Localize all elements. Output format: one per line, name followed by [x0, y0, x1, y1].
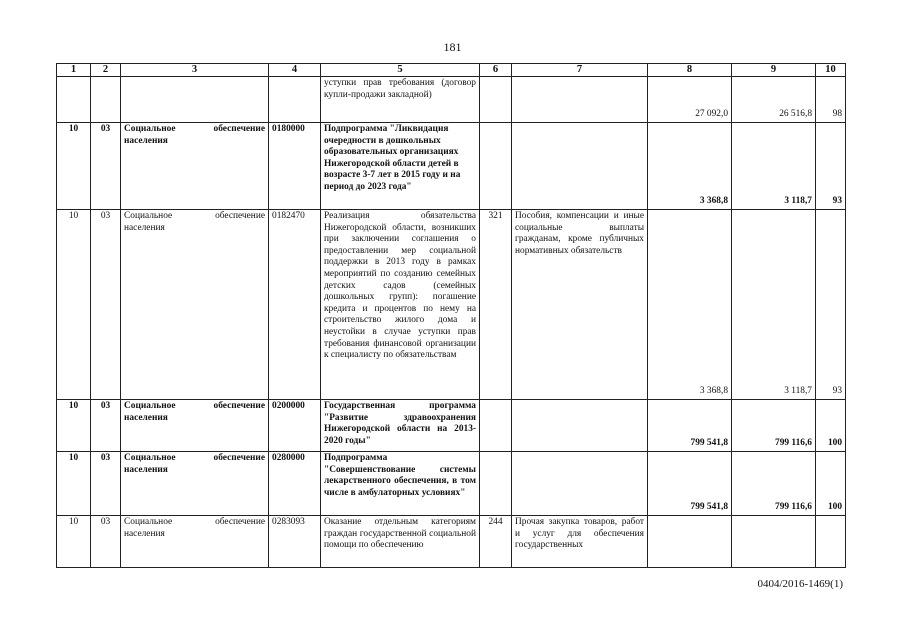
section-cell: [57, 77, 91, 123]
target-code-cell: 0280000: [269, 452, 321, 516]
subsection-cell: 03: [91, 123, 121, 210]
column-header: 9: [732, 64, 816, 77]
expense-type-name-cell: [512, 400, 648, 452]
section-name-cell: Социальное обеспечение населения: [121, 400, 269, 452]
subsection-cell: 03: [91, 516, 121, 568]
planned-amount-cell: [648, 516, 732, 568]
table-row: [57, 516, 846, 568]
subsection-cell: 03: [91, 210, 121, 400]
expense-type-name-cell: Пособия, компенсации и иные социальные выплаты гражданам, кроме публичных нормативных обязательств: [512, 210, 648, 400]
section-cell: 10: [57, 452, 91, 516]
section-cell: 10: [57, 516, 91, 568]
header-row: [57, 64, 846, 77]
section-name-cell: [121, 77, 269, 123]
section-name-cell: Социальное обеспечение населения: [121, 452, 269, 516]
table-row: [57, 77, 846, 123]
executed-amount-cell: 3 118,7: [732, 210, 816, 400]
item-name-cell: уступки прав требования (договор купли-продажи закладной): [321, 77, 480, 123]
executed-amount-cell: 799 116,6: [732, 452, 816, 516]
budget-table: [56, 63, 846, 568]
table-row: [57, 210, 846, 400]
target-code-cell: 0200000: [269, 400, 321, 452]
column-header: 7: [512, 64, 648, 77]
table-row: [57, 452, 846, 516]
subsection-cell: [91, 77, 121, 123]
item-name-cell: Подпрограмма "Совершенствование системы лекарственного обеспечения, в том числе в амбулаторных условиях": [321, 452, 480, 516]
column-header: 2: [91, 64, 121, 77]
executed-amount-cell: 3 118,7: [732, 123, 816, 210]
column-header: 8: [648, 64, 732, 77]
table-row: [57, 123, 846, 210]
expense-type-cell: 244: [480, 516, 512, 568]
page-number: 181: [443, 40, 462, 54]
target-code-cell: 0182470: [269, 210, 321, 400]
column-header: 5: [321, 64, 480, 77]
section-cell: 10: [57, 400, 91, 452]
column-header: 1: [57, 64, 91, 77]
subsection-cell: 03: [91, 452, 121, 516]
percent-cell: 93: [816, 210, 846, 400]
percent-cell: 93: [816, 123, 846, 210]
section-name-cell: Социальное обеспечение населения: [121, 123, 269, 210]
expense-type-name-cell: [512, 77, 648, 123]
expense-type-cell: [480, 77, 512, 123]
column-header: 6: [480, 64, 512, 77]
expense-type-cell: [480, 452, 512, 516]
section-cell: 10: [57, 210, 91, 400]
column-header: 3: [121, 64, 269, 77]
planned-amount-cell: 799 541,8: [648, 400, 732, 452]
target-code-cell: [269, 77, 321, 123]
expense-type-cell: [480, 123, 512, 210]
expense-type-cell: 321: [480, 210, 512, 400]
section-cell: 10: [57, 123, 91, 210]
executed-amount-cell: [732, 516, 816, 568]
percent-cell: [816, 516, 846, 568]
target-code-cell: 0180000: [269, 123, 321, 210]
table-row: [57, 400, 846, 452]
target-code-cell: 0283093: [269, 516, 321, 568]
planned-amount-cell: 799 541,8: [648, 452, 732, 516]
section-name-cell: Социальное обеспечение населения: [121, 516, 269, 568]
expense-type-name-cell: [512, 123, 648, 210]
percent-cell: 98: [816, 77, 846, 123]
section-name-cell: Социальное обеспечение населения: [121, 210, 269, 400]
executed-amount-cell: 799 116,6: [732, 400, 816, 452]
subsection-cell: 03: [91, 400, 121, 452]
column-header: 4: [269, 64, 321, 77]
executed-amount-cell: 26 516,8: [732, 77, 816, 123]
item-name-cell: Реализация обязательства Нижегородской области, возникших при заключении соглашения о предоставлении мер социальной поддержки в 2013 году в рамках мероприятий по созданию семейных детских садов (семейных дошкольных групп): погашение кредита и процентов по нему на строительство жилого дома и неустойки в случае уступки прав требования финансовой организации к специалисту по обязательствам: [321, 210, 480, 400]
item-name-cell: Оказание отдельным категориям граждан государственной социальной помощи по обеспечению: [321, 516, 480, 568]
item-name-cell: Государственная программа "Развитие здравоохранения Нижегородской области на 2013-2020 годы": [321, 400, 480, 452]
column-header: 10: [816, 64, 846, 77]
percent-cell: 100: [816, 400, 846, 452]
item-name-cell: Подпрограмма "Ликвидация очередности в дошкольных образовательных организациях Нижегородской области детей в возрасте 3-7 лет в 2015 году и на период до 2023 года": [321, 123, 480, 210]
document-code: 0404/2016-1469(1): [757, 578, 843, 590]
planned-amount-cell: 3 368,8: [648, 210, 732, 400]
percent-cell: 100: [816, 452, 846, 516]
expense-type-name-cell: Прочая закупка товаров, работ и услуг для обеспечения государственных: [512, 516, 648, 568]
planned-amount-cell: 27 092,0: [648, 77, 732, 123]
expense-type-cell: [480, 400, 512, 452]
planned-amount-cell: 3 368,8: [648, 123, 732, 210]
expense-type-name-cell: [512, 452, 648, 516]
